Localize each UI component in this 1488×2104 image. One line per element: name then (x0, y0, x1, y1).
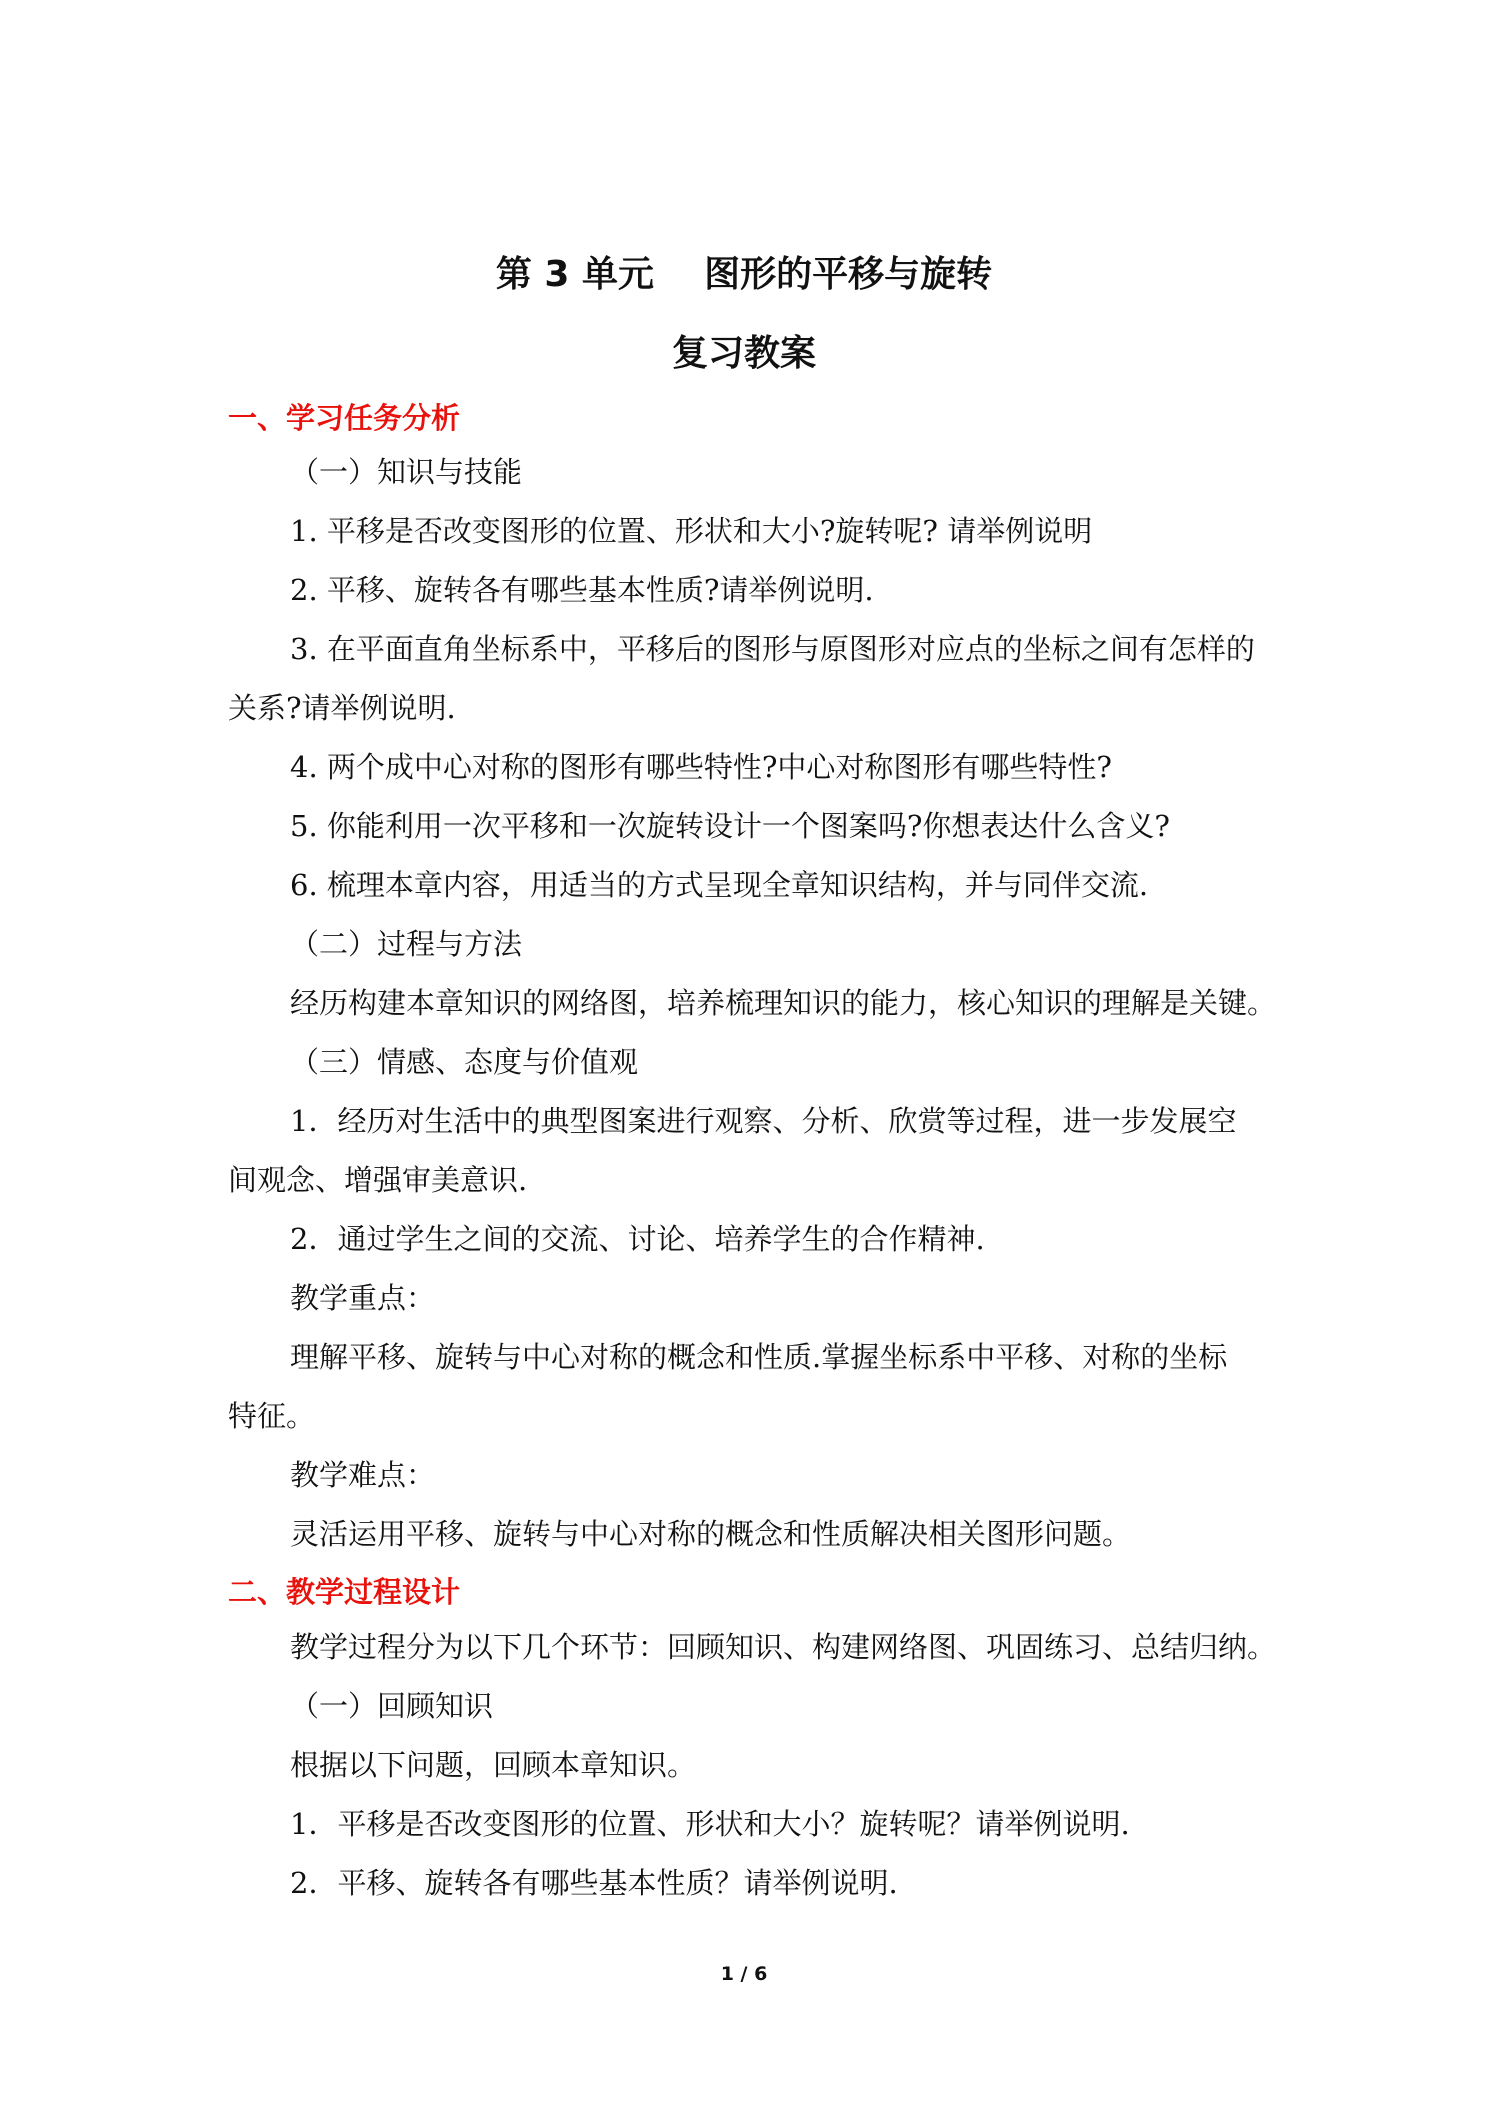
list-item: 4. 两个成中心对称的图形有哪些特性?中心对称图形有哪些特性? (290, 750, 1112, 784)
list-item-continuation: 关系?请举例说明. (228, 691, 456, 725)
list-item: 1. 平移是否改变图形的位置、形状和大小?旋转呢? 请举例说明 (290, 514, 1093, 548)
document-subtitle: 复习教案 (671, 333, 816, 374)
paragraph: 教学过程分为以下几个环节：回顾知识、构建网络图、巩固练习、总结归纳。 (290, 1630, 1277, 1664)
list-item: 1．平移是否改变图形的位置、形状和大小？旋转呢？请举例说明. (290, 1807, 1130, 1841)
paragraph: 根据以下问题，回顾本章知识。 (290, 1748, 697, 1782)
list-item: 5. 你能利用一次平移和一次旋转设计一个图案吗?你想表达什么含义? (290, 809, 1170, 843)
subsection-attitude-values: （三）情感、态度与价值观 (290, 1045, 639, 1079)
list-item: 1．经历对生活中的典型图案进行观察、分析、欣赏等过程，进一步发展空 (290, 1104, 1237, 1138)
list-item: 2. 平移、旋转各有哪些基本性质?请举例说明. (290, 573, 874, 607)
paragraph-continuation: 特征。 (228, 1399, 316, 1433)
page-number: 1 / 6 (720, 1963, 768, 1985)
section-heading-process-design: 二、教学过程设计 (228, 1575, 461, 1609)
paragraph: 理解平移、旋转与中心对称的概念和性质.掌握坐标系中平移、对称的坐标 (290, 1340, 1228, 1374)
list-item: 2．平移、旋转各有哪些基本性质？请举例说明. (290, 1866, 898, 1900)
document-title: 第 3 单元 图形的平移与旋转 (495, 254, 993, 295)
section-heading-task-analysis: 一、学习任务分析 (228, 401, 461, 435)
subsection-knowledge-skills: （一）知识与技能 (290, 455, 523, 489)
key-points-label: 教学重点： (290, 1281, 436, 1315)
list-item: 2．通过学生之间的交流、讨论、培养学生的合作精神. (290, 1222, 985, 1256)
list-item-continuation: 间观念、增强审美意识. (228, 1163, 528, 1197)
subsection-review: （一）回顾知识 (290, 1689, 494, 1723)
subsection-process-method: （二）过程与方法 (290, 927, 523, 961)
paragraph: 灵活运用平移、旋转与中心对称的概念和性质解决相关图形问题。 (290, 1517, 1132, 1551)
list-item: 3. 在平面直角坐标系中，平移后的图形与原图形对应点的坐标之间有怎样的 (290, 632, 1255, 666)
difficult-points-label: 教学难点： (290, 1458, 436, 1492)
list-item: 6. 梳理本章内容，用适当的方式呈现全章知识结构，并与同伴交流. (290, 868, 1149, 902)
paragraph: 经历构建本章知识的网络图，培养梳理知识的能力，核心知识的理解是关键。 (290, 986, 1277, 1020)
